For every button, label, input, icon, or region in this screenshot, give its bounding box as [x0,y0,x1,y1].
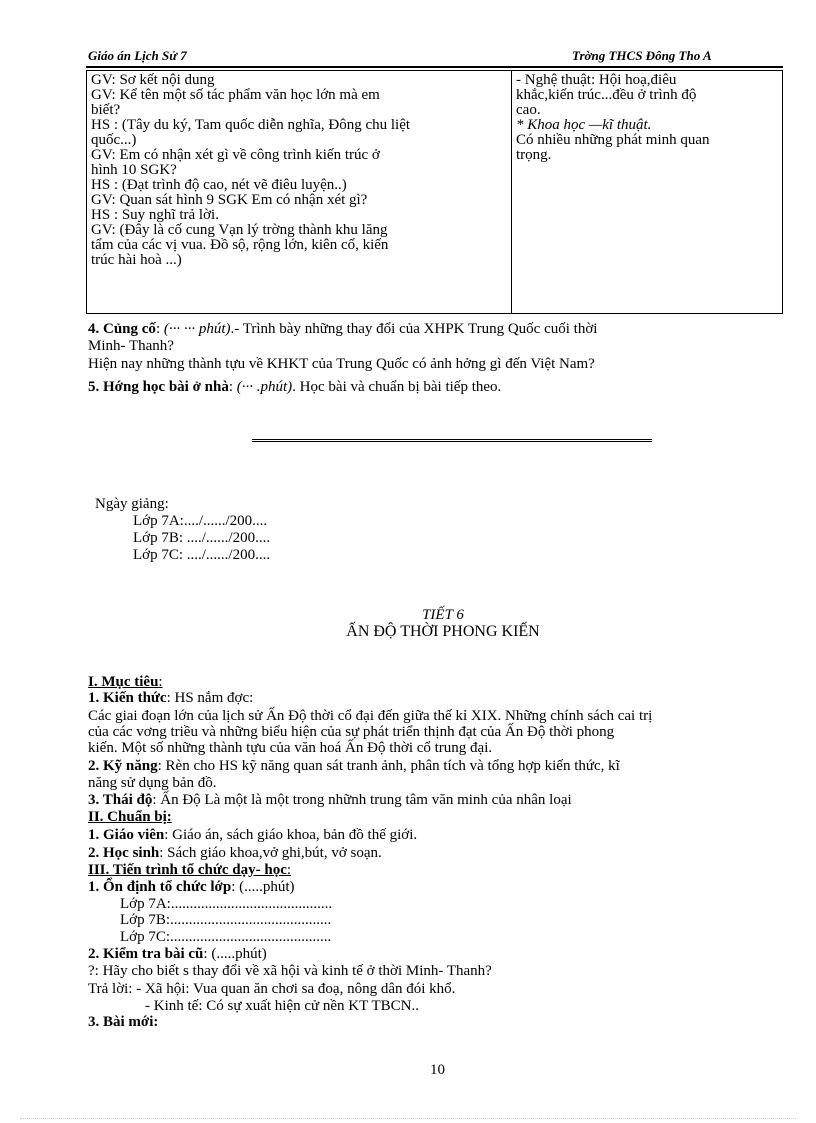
check-question: ?: Hãy cho biết s thay đổi về xã hội và kinh tế ở thời Minh- Thanh? [88,963,492,979]
activity-line: hình 10 SGK? [91,162,177,178]
schedule-row-7c: Lớp 7C: ..../....../200.... [133,547,271,563]
activity-line: trúc hài hoà ...) [91,252,182,268]
item-5-time: (··· .phút) [236,379,293,395]
teacher-student-activity-cell [87,71,512,314]
activity-line: GV: Kể tên một số tác phẩm văn học lớn mà em [91,87,380,103]
skill-label: 2. Kỹ năng [88,758,158,774]
page-number: 10 [430,1062,445,1078]
section-separator [252,439,652,442]
activity-line: HS : (Đạt trình độ cao, nét vẽ điêu luyện..) [91,177,347,193]
objectives-heading: I. Mục tiêu: [88,674,163,690]
item-5-text: . Học bài và chuẩn bị bài tiếp theo. [292,379,502,395]
activity-line: tẩm của các vị vua. Đồ sộ, rộng lớn, kiên cố, kiến [91,237,389,253]
activity-line: quốc...) [91,132,137,148]
attitude-row [88,793,788,808]
activity-line: GV: Em có nhận xét gì về công trình kiến trúc ở [91,147,380,163]
schedule-label: Ngày giảng: [95,496,169,512]
activity-line: GV: (Đây là cố cung Vạn lý trờng thành khu lăng [91,222,388,238]
teacher-prep-row [88,828,788,843]
org-row [88,880,788,895]
lesson-table [86,70,783,314]
page-bottom-rule [20,1118,796,1119]
item-5-label: 5. Hớng học bài ở nhà [88,379,229,395]
preparation-heading: II. Chuẩn bị: [88,809,172,825]
header-subject: Giáo án Lịch Sử 7 [88,48,187,63]
lesson-name: ẤN ĐỘ THỜI PHONG KIẾN [346,623,540,640]
check-answer-2: - Kinh tế: Có sự xuất hiện cử nền KT TBCN.. [145,998,420,1014]
teacher-prep-text: : Giáo án, sách giáo khoa, bản đồ thế giới. [164,827,418,843]
new-lesson-row: 3. Bài mới: [88,1014,159,1030]
knowledge-line-2: của các vơng triều và những biểu hiện của sự phát triển thịnh đạt của Ấn Độ thời phong [88,724,615,740]
item-4: 4. Củng cố: (··· ··· phút).- Trình bày những thay đổi của XHPK Trung Quốc cuối thời [88,321,598,337]
header-school: Trờng THCS Đông Tho A [572,48,712,63]
activity-line: HS : Suy nghĩ trả lời. [91,207,219,223]
skill-text: : Rèn cho HS kỹ năng quan sát tranh ảnh, phân tích và tổng hợp kiến thức, kĩ [157,758,620,774]
attitude-label: 3. Thái độ [88,792,153,808]
content-cell [512,71,783,314]
activity-line: biết? [91,102,121,118]
check-answer-1: Trả lời: - Xã hội: Vua quan ăn chơi sa đoạ, nông dân đói khổ. [88,981,456,997]
content-line: cao. [516,102,541,118]
new-lesson-label: 3. Bài mới [88,1014,154,1030]
org-class-7b: Lớp 7B:........................................... [120,912,332,928]
activity-line: GV: Quan sát hình 9 SGK Em có nhận xét gì? [91,192,368,208]
knowledge-line-1: Các giai đoạn lớn của lịch sử Ấn Độ thời cổ đại đến giữa thế kỉ XIX. Những chính sách cai trị [88,708,653,724]
knowledge-intro: : HS nắm đợc: [166,690,254,706]
item-4-time: (··· ··· phút) [163,321,231,337]
org-class-7c: Lớp 7C:........................................... [120,929,332,945]
procedure-heading: III. Tiến trình tổ chức dạy- học: [88,862,292,878]
skill-line-2: năng sử dụng bản đồ. [88,775,217,791]
header-rule [86,66,783,68]
student-prep-label: 2. Học sinh [88,845,160,861]
content-line: - Nghệ thuật: Hội hoạ,điêu [516,72,677,88]
teacher-prep-label: 1. Giáo viên [88,827,165,843]
schedule-row-7a: Lớp 7A:..../....../200.... [133,513,268,529]
knowledge-label: 1. Kiến thức [88,690,167,706]
item-4-line3: Hiện nay những thành tựu về KHKT của Trung Quốc có ảnh hởng gì đến Việt Nam? [88,356,595,372]
check-time: : (.....phút) [203,946,267,962]
item-4-label: 4. Củng cố [88,321,156,337]
skill-row [88,759,788,774]
check-row [88,947,788,962]
attitude-text: : Ấn Độ Là một là một trong nhữnh trung tâm văn minh của nhân loại [152,792,572,808]
check-label: 2. Kiểm tra bài cũ [88,946,204,962]
item-4-text: .- Trình bày những thay đổi của XHPK Trung Quốc cuối thời [230,321,598,337]
activity-line: GV: Sơ kết nội dung [91,72,215,88]
org-time: : (.....phút) [231,879,295,895]
item-4-line2: Minh- Thanh? [88,338,174,354]
student-prep-row [88,846,788,861]
activity-line: HS : (Tây du ký, Tam quốc diễn nghĩa, Đông chu liệt [91,117,411,133]
student-prep-text: : Sách giáo khoa,vở ghi,bút, vở soạn. [159,845,382,861]
org-label: 1. Ổn định tổ chức lớp [88,879,232,895]
content-line: khắc,kiến trúc...đều ở trình độ [516,87,697,103]
content-line: trọng. [516,147,552,163]
content-line: * Khoa học —kĩ thuật. [516,117,652,133]
item-5: 5. Hớng học bài ở nhà: (··· .phút). Học bài và chuẩn bị bài tiếp theo. [88,379,502,395]
content-line: Có nhiều những phát minh quan [516,132,710,148]
org-class-7a: Lớp 7A:........................................... [120,896,333,912]
lesson-period: TIẾT 6 [422,607,464,623]
knowledge-line-3: kiến. Một số những thành tựu của văn hoá Ấn Độ thời cổ trung đại. [88,740,493,756]
schedule-row-7b: Lớp 7B: ..../....../200.... [133,530,271,546]
knowledge-row [88,691,788,706]
